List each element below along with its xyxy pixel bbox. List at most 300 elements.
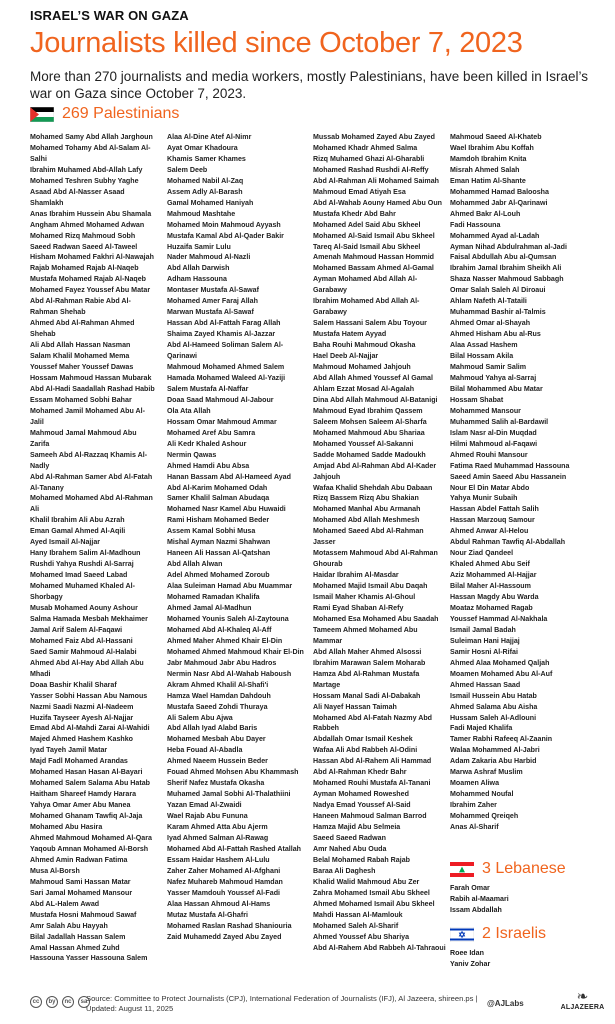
journalist-name: Nadya Emad Youssef Al-Said <box>313 801 411 810</box>
journalist-name: Mohamed Ramadan Khalifa <box>167 593 260 602</box>
journalist-name: Mohamed Abd Allah Meshmesh <box>313 516 420 525</box>
journalist-name: Abd Al-Rahman Khedr Bahr <box>313 768 407 777</box>
journalist-name: Belal Mohamed Rabah Rajab <box>313 855 410 864</box>
journalist-name: Farah Omar <box>450 884 490 892</box>
journalist-name: Mohammed Jabr Al-Qarinawi <box>450 198 548 207</box>
journalist-name: Abd AL-Halem Awad <box>30 899 100 908</box>
journalist-name: Ali Salem Abu Ajwa <box>167 713 233 722</box>
journalist-name: Mohamed Samy Abd Allah Jarghoun <box>30 133 153 141</box>
kicker: ISRAEL’S WAR ON GAZA <box>30 8 189 23</box>
journalist-name: Saeed Amin Saeed Abu Hassanein <box>450 472 567 481</box>
palestinians-label: 269 Palestinians <box>62 105 180 122</box>
journalist-name: Mohamed Imad Saeed Labad <box>30 571 128 580</box>
journalist-name: Alaa Al-Dine Atef Al-Nimr <box>167 133 252 141</box>
journalist-name: Abd Allah Ahmed Youssef Al Gamal <box>313 373 433 382</box>
journalist-name: Ayman Nihad Abdulrahman al-Jadi <box>450 242 567 251</box>
journalist-name: Mohamed Rouhi Mustafa Al-Tanani <box>313 779 431 788</box>
journalist-name: Yahya Munir Subaih <box>450 494 518 503</box>
journalist-name: Mohamed Teshren Subhy Yaghe <box>30 176 139 185</box>
journalist-name: Marwan Mustafa Al-Sawaf <box>167 308 254 317</box>
name-column-3 <box>313 132 448 953</box>
journalist-name: Saeed Saeed Radwan <box>313 834 386 842</box>
journalist-name: Baha Rouhi Mahmoud Okasha <box>313 341 416 350</box>
journalist-name: Akram Ahmed Khalil Al-Shafi'i <box>167 680 269 689</box>
journalist-name: Nafez Muhareb Mahmoud Hamdan <box>167 877 283 886</box>
cc-by-icon: by <box>46 996 58 1008</box>
journalist-name: Abd Allah Maher Ahmed Alsossi <box>313 647 422 656</box>
journalist-name: Ahmed Hisham Abu al-Rus <box>450 330 541 339</box>
name-column-2 <box>167 132 305 943</box>
journalist-name: Ahmed Naeem Hussein Beder <box>167 757 268 766</box>
journalist-name: Hossam Shabat <box>450 395 504 404</box>
journalist-name: Hossam Omar Mahmoud Ammar <box>167 417 277 426</box>
journalist-name: Ibrahim Jamal Ibrahim Sheikh Ali <box>450 264 562 273</box>
journalist-name: Tareq Al-Said Ismail Abu Skheel <box>313 242 421 251</box>
journalist-name: Tameem Ahmed Mohamed Abu Mammar <box>313 625 418 645</box>
israel-flag-icon <box>450 927 474 942</box>
journalist-name: Samir Hosni Al-Rifai <box>450 647 518 656</box>
journalist-name: Yahya Omar Amer Abu Manea <box>30 801 131 810</box>
journalist-name: Hamza Majid Abu Selmeia <box>313 823 401 832</box>
journalist-name: Mahmoud Mashtahe <box>167 209 236 218</box>
journalist-name: Haitham Shareef Hamdy Harara <box>30 790 137 799</box>
journalist-name: Omar Salah Saleh Al Diroaui <box>450 286 546 295</box>
journalist-name: Musa Al-Borsh <box>30 866 80 875</box>
journalist-name: Ahmed Abd Al-Rahman Ahmed Shehab <box>30 319 135 339</box>
journalist-name: Amenah Mahmoud Hassan Hommid <box>313 253 435 262</box>
ajlabs-credit: @AJLabs <box>487 999 524 1008</box>
journalist-name: Ali Kedr Khaled Ashour <box>167 439 247 448</box>
journalist-name: Mohamed Abu Hasira <box>30 823 103 832</box>
journalist-name: Yaniv Zohar <box>450 959 491 968</box>
palestine-flag-icon <box>30 107 54 122</box>
journalist-name: Mustafa Saeed Zohdi Thuraya <box>167 702 268 711</box>
journalist-name: Shaza Nasser Mahmoud Sabbagh <box>450 275 564 284</box>
cc-sa-icon: sa <box>78 996 90 1008</box>
journalist-name: Ibrahim Zaher <box>450 801 497 810</box>
journalist-name: Mahdi Hassan Al-Mamlouk <box>313 910 403 919</box>
journalist-name: Mohamed Tohamy Abd Al-Salam Al-Salhi <box>30 143 151 163</box>
journalist-name: Ali Nayef Hassan Taimah <box>313 702 397 711</box>
journalist-name: Ahmed Hamdi Abu Absa <box>167 461 250 470</box>
journalist-name: Samer Khalil Salman Abudaqa <box>167 494 270 503</box>
journalist-name: Ahmed Salama Abu Aisha <box>450 702 538 711</box>
journalist-name: Mahmoud Saeed Al-Khateb <box>450 133 542 141</box>
journalist-name: Yasser Sobhi Hassan Abu Namous <box>30 691 148 700</box>
journalist-name: Angham Ahmed Mohamed Adwan <box>30 220 145 229</box>
journalist-name: Mustafa Hatem Ayyad <box>313 330 387 339</box>
lebanese-label: 3 Lebanese <box>482 860 566 877</box>
lebanon-flag-icon <box>450 862 474 877</box>
journalist-name: Mohammed Qreiqeh <box>450 812 519 821</box>
journalist-name: Adam Zakaria Abu Harbid <box>450 757 537 766</box>
journalist-name: Mahmoud Samir Salim <box>450 363 527 372</box>
journalist-name: Mohamed Rashad Rushdi Al-Reffy <box>313 165 429 174</box>
journalist-name: Rabih al-Maamari <box>450 894 509 903</box>
lebanese-header <box>450 860 566 878</box>
journalist-name: Mohamed Nabil Al-Zaq <box>167 176 244 185</box>
journalist-name: Mohamed Faiz Abd Al-Hassani <box>30 636 133 645</box>
journalist-name: Alaa Assad Hashem <box>450 341 518 350</box>
journalist-name: Saleem Mohsen Saleem Al-Sharfa <box>313 417 427 426</box>
journalist-name: Mahmoud Eyad Ibrahim Qassem <box>313 406 423 415</box>
journalist-name: Mahmoud Mohamed Ahmed Salem <box>167 363 285 372</box>
journalist-name: Mohamed Esa Mohamed Abu Saadah <box>313 614 439 623</box>
journalist-name: Yazan Emad Al-Zwaidi <box>167 801 242 810</box>
journalist-name: Khamis Samer Khames <box>167 154 246 163</box>
journalist-name: Mohamed Adel Said Abu Skheel <box>313 220 421 229</box>
journalist-name: Ismail Maher Khamis Al-Ghoul <box>313 593 416 602</box>
journalist-name: Abdul Rahman Tawfiq Al-Abdallah <box>450 538 566 547</box>
journalist-name: Mohamed Saleh Al-Sharif <box>313 921 399 930</box>
journalist-name: Mohamed Mahmoud Abu Shariaa <box>313 428 425 437</box>
aljazeera-logo-icon: ❧ ALJAZEERA <box>555 988 610 1020</box>
journalist-name: Wafaa Ali Abd Rabbeh Al-Odini <box>313 746 418 755</box>
journalist-name: Mohamed Abd Al-Fatah Nazmy Abd Rabbeh <box>313 713 433 733</box>
name-column-4 <box>450 132 580 833</box>
source-text: Source: Committee to Protect Journalists (CPJ), International Federation of Journalists (IFJ), Al Jazeera, shireen.ps | Updated: August 11, 2025 <box>86 994 478 1013</box>
journalist-name: Mohamed Salem Salama Abu Hatab <box>30 779 150 788</box>
journalist-name: Abd Al-Rahman Samer Abd Al-Fatah Al-Tanany <box>30 472 153 492</box>
journalist-name: Rami Hisham Mohamed Beder <box>167 516 270 525</box>
journalist-name: Mohamed Mohamed Abd Al-Rahman Ali <box>30 494 153 514</box>
journalist-name: Karam Ahmed Atta Abu Ajerm <box>167 823 268 832</box>
journalist-name: Muhammed Salih al-Bardawil <box>450 417 549 426</box>
journalist-name: Hanan Bassam Abd Al-Hameed Ayad <box>167 472 291 481</box>
journalist-name: Abd Allah Iyad Alabd Baris <box>167 724 258 733</box>
header <box>30 8 605 102</box>
license-icons <box>30 996 90 1008</box>
journalist-name: Dina Abd Allah Mahmoud Al-Batanigi <box>313 395 438 404</box>
journalist-name: Salem Hassani Salem Abu Toyour <box>313 319 427 328</box>
journalist-name: Mustafa Khedr Abd Bahr <box>313 209 396 218</box>
lebanese-section <box>450 860 566 916</box>
journalist-name: Ibrahim Muhamed Abd-Allah Lafy <box>30 165 143 174</box>
journalist-name: Rushdi Yahya Rushdi Al-Sarraj <box>30 560 134 569</box>
journalist-name: Mamdoh Ibrahim Knita <box>450 154 527 163</box>
journalist-name: Amjad Abd Al-Rahman Abd Al-Kader Jahjouh <box>313 461 437 481</box>
journalist-name: Ayman Mohamed Roweshed <box>313 790 409 799</box>
journalist-name: Rajab Mohamed Rajab Al-Naqeb <box>30 264 139 273</box>
journalist-name: Youssef Maher Youssef Dawas <box>30 363 134 372</box>
journalist-name: Rizq Bassem Rizq Abu Shakian <box>313 494 419 503</box>
journalist-name: Mustafa Kamal Abd Al-Qader Bakir <box>167 231 284 240</box>
journalist-name: Hamza Wael Hamdan Dahdouh <box>167 691 271 700</box>
journalist-name: Zaid Muhamedd Zayed Abu Zayed <box>167 932 282 941</box>
journalist-name: Ahlam Ezzat Mosad Al-Agalah <box>313 384 415 393</box>
journalist-name: Zaher Zaher Mohamed Al-Afghani <box>167 866 281 875</box>
journalist-name: Salam Khalil Mohamed Mema <box>30 352 130 361</box>
journalist-name: Zahra Mohamed Ismail Abu Skheel <box>313 888 430 897</box>
journalist-name: Motassem Mahmoud Abd Al-Rahman Ghourab <box>313 549 438 569</box>
journalist-name: Ahmed Abd Al-Hay Abd Allah Abu Mhadi <box>30 658 144 678</box>
journalist-name: Majed Ahmed Hashem Kashko <box>30 735 134 744</box>
journalist-name: Mahmoud Sami Hassan Matar <box>30 877 131 886</box>
israelis-section <box>450 925 546 970</box>
journalist-name: Amr Salah Abu Hayyah <box>30 921 108 930</box>
journalist-name: Abd Al-Rahman Ali Mohamed Saimah <box>313 176 439 185</box>
journalist-name: Mohammed Ayad al-Ladah <box>450 231 540 240</box>
journalist-name: Wael Ibrahim Abu Koffah <box>450 143 534 152</box>
journalist-name: Nazmi Saadi Nazmi Al-Nadeem <box>30 702 134 711</box>
journalist-name: Anas Al-Sharif <box>450 823 499 832</box>
journalist-name: Ahlam Nafeth Al-Tataili <box>450 297 527 306</box>
journalist-name: Mohamed Nasr Kamel Abu Huwaidi <box>167 505 286 514</box>
journalist-name: Mohamed Saeed Abd Al-Rahman Jasser <box>313 527 424 547</box>
journalist-name: Mohamed Khadr Ahmed Salma <box>313 143 418 152</box>
journalist-name: Hassan Abdel Fattah Salih <box>450 505 539 514</box>
journalist-name: Wafaa Khalid Shehdah Abu Dabaan <box>313 483 433 492</box>
journalist-name: Gamal Mohamed Haniyah <box>167 198 254 207</box>
journalist-name: Huzaifa Samir Lulu <box>167 242 231 251</box>
journalist-name: Tamer Rabhi Rafeeq Al-Zaanin <box>450 735 553 744</box>
palestinians-header <box>30 105 179 123</box>
journalist-name: Eman Hatim Al-Shante <box>450 176 526 185</box>
journalist-name: Sadde Mohamed Sadde Madoukh <box>313 450 426 459</box>
journalist-name: Moamen Aliwa <box>450 779 500 788</box>
journalist-name: Ahmed Mahmoud Mohamed Al-Qara <box>30 834 152 842</box>
journalist-name: Mohammed Hamad Baloosha <box>450 187 549 196</box>
journalist-name: Saeed Radwan Saeed Al-Taweel <box>30 242 138 251</box>
journalist-name: Salem Mustafa Al-Naffar <box>167 384 249 393</box>
journalist-name: Hassan Abd Al-Rahem Ali Hammad <box>313 757 432 766</box>
journalist-name: Mohammed Mansour <box>450 406 521 415</box>
journalist-name: Sameeh Abd Al-Razzaq Khamis Al-Nadly <box>30 450 148 470</box>
lebanese-list <box>450 883 566 916</box>
journalist-name: Wael Rajab Abu Fununa <box>167 812 248 821</box>
journalist-name: Ahmed Maher Ahmed Khair El-Din <box>167 636 283 645</box>
journalist-name: Abd Al-Rahem Abd Rabbeh Al-Tahraoui <box>313 943 446 952</box>
journalist-name: Anas Ibrahim Hussein Abu Shamala <box>30 209 152 218</box>
journalist-name: Muhammad Bashir al-Talmis <box>450 308 546 317</box>
journalist-name: Mohamed Aref Abu Samra <box>167 428 256 437</box>
journalist-name: Amr Nahed Abu Ouda <box>313 844 387 853</box>
journalist-name: Majd Fadl Mohamed Arandas <box>30 757 128 766</box>
journalist-name: Marwa Ashraf Muslim <box>450 768 523 777</box>
journalist-name: Hassan Magdy Abu Warda <box>450 593 539 602</box>
journalist-name: Mohamed Al-Said Ismail Abu Skheel <box>313 231 435 240</box>
journalist-name: Fadi Majed Khalifa <box>450 724 513 733</box>
journalist-name: Ahmed Alaa Mohamed Qaljah <box>450 658 550 667</box>
journalist-name: Ayman Mohamed Abd Allah Al-Garabawy <box>313 275 418 295</box>
journalist-name: Suleiman Hani Hajjaj <box>450 636 520 645</box>
journalist-name: Assem Adly Al-Barash <box>167 187 243 196</box>
journalist-name: Mohamed Muhamed Khaled Al-Shorbagy <box>30 582 135 602</box>
journalist-name: Ibrahim Mohamed Abd Allah Al-Garabawy <box>313 297 420 317</box>
journalist-name: Haneen Ali Hassan Al-Qatshan <box>167 549 271 558</box>
journalist-name: Mishal Ayman Nazmi Shahwan <box>167 538 271 547</box>
journalist-name: Mohamed Youssef Al-Sakanni <box>313 439 414 448</box>
journalist-name: Ahmed Rouhi Mansour <box>450 450 528 459</box>
journalist-name: Salem Deeb <box>167 165 208 174</box>
journalist-name: Ola Ata Allah <box>167 406 211 415</box>
journalist-name: Rizq Muhamed Ghazi Al-Gharabli <box>313 154 425 163</box>
journalist-name: Essam Mohamed Sobhi Bahar <box>30 395 132 404</box>
journalist-name: Aziz Mohammed Al-Hajjar <box>450 571 537 580</box>
journalist-name: Muhamed Jamal Sobhi Al-Thalathiini <box>167 790 291 799</box>
name-column-1 <box>30 132 156 964</box>
journalist-name: Issam Abdallah <box>450 905 502 914</box>
journalist-name: Salma Hamada Mesbah Mekhaimer <box>30 614 148 623</box>
journalist-name: Bilal Jadallah Hassan Salem <box>30 932 126 941</box>
journalist-name: Rami Eyad Shaban Al-Refy <box>313 603 404 612</box>
journalist-name: Sari Jamal Mohamed Mansour <box>30 888 133 897</box>
journalist-name: Mohamed Moin Mahmoud Ayyash <box>167 220 281 229</box>
journalist-name: Mohamed Mesbah Abu Dayer <box>167 735 266 744</box>
page-title: Journalists killed since October 7, 2023 <box>30 27 523 59</box>
journalist-name: Ahmed Hassan Saad <box>450 680 521 689</box>
journalist-name: Musab Mohamed Aouny Ashour <box>30 603 138 612</box>
journalist-name: Mohamed Abd Al-Fattah Rashed Atallah <box>167 844 302 853</box>
journalist-name: Haidar Ibrahim Al-Masdar <box>313 571 399 580</box>
journalist-name: Nour El Din Matar Abdo <box>450 483 530 492</box>
journalist-name: Mohammed Noufal <box>450 790 514 799</box>
journalist-name: Hassan Marzouq Samour <box>450 516 535 525</box>
journalist-name: Mahmoud Jamal Mahmoud Abu Zarifa <box>30 428 137 448</box>
journalist-name: Iyad Tayeh Jamil Matar <box>30 746 108 755</box>
journalist-name: Mohamed Hasan Hasan Al-Bayari <box>30 768 143 777</box>
journalist-name: Fouad Ahmed Mohsen Abu Khammash <box>167 768 299 777</box>
journalist-name: Haneen Mahmoud Salman Barrod <box>313 812 427 821</box>
journalist-name: Bilal Mohammed Abu Matar <box>450 384 543 393</box>
journalist-name: Nader Mahmoud Al-Nazli <box>167 253 251 262</box>
journalist-name: Hossam Manal Sadi Al-Dabakah <box>313 691 421 700</box>
journalist-name: Misrah Ahmed Salah <box>450 165 520 174</box>
journalist-name: Hamada Mohamed Waleed Al-Yaziji <box>167 373 286 382</box>
cc-icon: cc <box>30 996 42 1008</box>
journalist-name: Mahmoud Yahya al-Sarraj <box>450 373 537 382</box>
journalist-name: Ahmed Anwar Al-Helou <box>450 527 529 536</box>
journalist-name: Hamza Abd Al-Rahman Mustafa Martage <box>313 669 420 689</box>
journalist-name: Amal Hassan Ahmed Zuhd <box>30 943 120 952</box>
journalist-name: Mussab Mohamed Zayed Abu Zayed <box>313 133 435 141</box>
journalist-name: Faisal Abdullah Abu al-Qumsan <box>450 253 557 262</box>
journalist-name: Mahmoud Mohamed Jahjouh <box>313 363 411 372</box>
journalist-name: Hassouna Yasser Hassouna Salem <box>30 954 148 963</box>
journalist-name: Doaa Bashir Khalil Sharaf <box>30 680 117 689</box>
journalist-name: Abd Al-Wahab Aouny Hamed Abu Oun <box>313 198 442 207</box>
journalist-name: Mohamed Amer Faraj Allah <box>167 297 258 306</box>
journalist-name: Bilal Maher Al-Hassoum <box>450 582 531 591</box>
journalist-name: Nermin Qawas <box>167 450 217 459</box>
journalist-name: Hany Ibrahem Salim Al-Madhoun <box>30 549 141 558</box>
israelis-list <box>450 948 546 970</box>
journalist-name: Ahmed Jamal Al-Madhun <box>167 603 252 612</box>
journalist-name: Nour Ziad Qandeel <box>450 549 514 558</box>
journalist-name: Adel Ahmed Mohamed Zoroub <box>167 571 270 580</box>
journalist-name: Islam Nasr al-Din Muqdad <box>450 428 537 437</box>
journalist-name: Heba Fouad Al-Abadla <box>167 746 243 755</box>
journalist-name: Abd Allah Alwan <box>167 560 223 569</box>
journalist-name: Abd Al-Hameed Soliman Salem Al-Qarinawi <box>167 341 284 361</box>
subtitle: More than 270 journalists and media workers, mostly Palestinians, have been killed in Israel’s war on Gaza since October 7, 2023. <box>30 69 589 101</box>
journalist-name: Doaa Saad Mahmoud Al-Jabour <box>167 395 274 404</box>
journalist-name: Nermin Nasr Abd Al-Wahab Haboush <box>167 669 292 678</box>
journalist-name: Mustafa Mohamed Rajab Al-Naqeb <box>30 275 147 284</box>
journalist-name: Youssef Hammad Al-Nakhala <box>450 614 548 623</box>
journalist-name: Abd Allah Darwish <box>167 264 230 273</box>
journalist-name: Abd Al-Karim Mohamed Odah <box>167 483 268 492</box>
journalist-name: Iyad Ahmed Salman Al-Rawag <box>167 834 269 842</box>
journalist-name: Jabr Mahmoud Jabr Abu Hadros <box>167 658 277 667</box>
journalist-name: Shaima Zayed Khamis Al-Jazzar <box>167 330 276 339</box>
journalist-name: Mohamed Ghanam Tawfiq Al-Jaja <box>30 812 143 821</box>
journalist-name: Emad Abd Al-Mahdi Zarai Al-Wahidi <box>30 724 150 733</box>
journalist-name: Hilmi Mahmoud al-Faqawi <box>450 439 538 448</box>
journalist-name: Mahmoud Emad Atiyah Esa <box>313 187 406 196</box>
israelis-header <box>450 925 546 943</box>
journalist-name: Hassan Abd Al-Fattah Farag Allah <box>167 319 281 328</box>
journalist-name: Yaqoub Amnan Mohamed Al-Borsh <box>30 844 149 853</box>
journalist-name: Assem Kamal Sobhi Musa <box>167 527 256 536</box>
journalist-name: Hisham Mohamed Fakhri Al-Nawajah <box>30 253 154 262</box>
journalist-name: Essam Haidar Hashem Al-Lulu <box>167 855 270 864</box>
journalist-name: Ahmed Omar al-Shayah <box>450 319 531 328</box>
journalist-name: Sherif Nafez Mustafa Okasha <box>167 779 265 788</box>
journalist-name: Ayat Omar Khadoura <box>167 143 238 152</box>
journalist-name: Hussam Saleh Al-Adlouni <box>450 713 537 722</box>
journalist-name: Mohamed Abd Al-Khaleq Al-Aff <box>167 625 272 634</box>
journalist-name: Ali Abd Allah Hassan Nasman <box>30 341 131 350</box>
journalist-name: Mohamed Younis Saleh Al-Zaytouna <box>167 614 289 623</box>
journalist-name: Ismail Jamal Badah <box>450 625 516 634</box>
journalist-name: Mustafa Hosni Mahmoud Sawaf <box>30 910 137 919</box>
journalist-name: Yasser Mamdouh Youssef Al-Fadi <box>167 888 281 897</box>
cc-nc-icon: nc <box>62 996 74 1008</box>
journalist-name: Ahmed Amin Radwan Fatima <box>30 855 128 864</box>
journalist-name: Hael Deeb Al-Najjar <box>313 352 379 361</box>
journalist-name: Adham Hassouna <box>167 275 227 284</box>
journalist-name: Fadi Hassouna <box>450 220 501 229</box>
journalist-name: Jamal Arif Salem Al-Faqawi <box>30 625 123 634</box>
journalist-name: Ismail Hussein Abu Hatab <box>450 691 537 700</box>
journalist-name: Abdallah Omar Ismail Keshek <box>313 735 413 744</box>
journalist-name: Khaled Ahmed Abu Seif <box>450 560 530 569</box>
journalist-name: Abd Al-Hadi Saadallah Rashad Habib <box>30 384 155 393</box>
israelis-label: 2 Israelis <box>482 925 547 942</box>
journalist-name: Moataz Mohamed Ragab <box>450 603 533 612</box>
journalist-name: Bilal Hossam Akila <box>450 352 514 361</box>
journalist-name: Baraa Ali Daghesh <box>313 866 376 875</box>
journalist-name: Mohamed Rizq Mahmoud Sobh <box>30 231 136 240</box>
journalist-name: Huzifa Tayseer Ayesh Al-Najjar <box>30 713 134 722</box>
journalist-name: Walaa Mohammed Al-Jabri <box>450 746 540 755</box>
footer <box>0 988 615 1024</box>
journalist-name: Hossam Mahmoud Hassan Mubarak <box>30 373 152 382</box>
journalist-name: Mohamed Fayez Youssef Abu Matar <box>30 286 151 295</box>
journalist-name: Montaser Mustafa Al-Sawaf <box>167 286 259 295</box>
journalist-name: Mohamed Majid Ismail Abu Daqah <box>313 582 428 591</box>
journalist-name: Abd Al-Rahman Rabie Abd Al-Rahman Shehab <box>30 297 131 317</box>
journalist-name: Ayed Ismail Al-Najjar <box>30 538 101 547</box>
journalist-name: Saed Samir Mahmoud Al-Halabi <box>30 647 137 656</box>
journalist-name: Moamen Mohamed Abu Al-Auf <box>450 669 553 678</box>
journalist-name: Eman Gamal Ahmed Al-Aqili <box>30 527 126 536</box>
journalist-name: Roee Idan <box>450 949 484 957</box>
journalist-name: Mohamed Ahmed Mahmoud Khair El-Din <box>167 647 304 656</box>
journalist-name: Asaad Abd Al-Nasser Asaad Shamlakh <box>30 187 125 207</box>
journalist-name: Khalil Ibrahim Ali Abu Azrah <box>30 516 125 525</box>
journalist-name: Alaa Suleiman Hamad Abu Muammar <box>167 582 293 591</box>
journalist-name: Ahmed Bakr Al-Louh <box>450 209 521 218</box>
journalist-name: Fatima Raed Muhammad Hassouna <box>450 461 570 470</box>
journalist-name: Ibrahim Marawan Salem Moharab <box>313 658 426 667</box>
logo-word: ALJAZEERA <box>560 1004 605 1011</box>
journalist-name: Mohamed Bassam Ahmed Al-Gamal <box>313 264 434 273</box>
journalist-name: Ahmed Mohamed Ismail Abu Skheel <box>313 899 435 908</box>
journalist-name: Mutaz Mustafa Al-Ghafri <box>167 910 248 919</box>
journalist-name: Mohamed Raslan Rashad Shaniouria <box>167 921 292 930</box>
